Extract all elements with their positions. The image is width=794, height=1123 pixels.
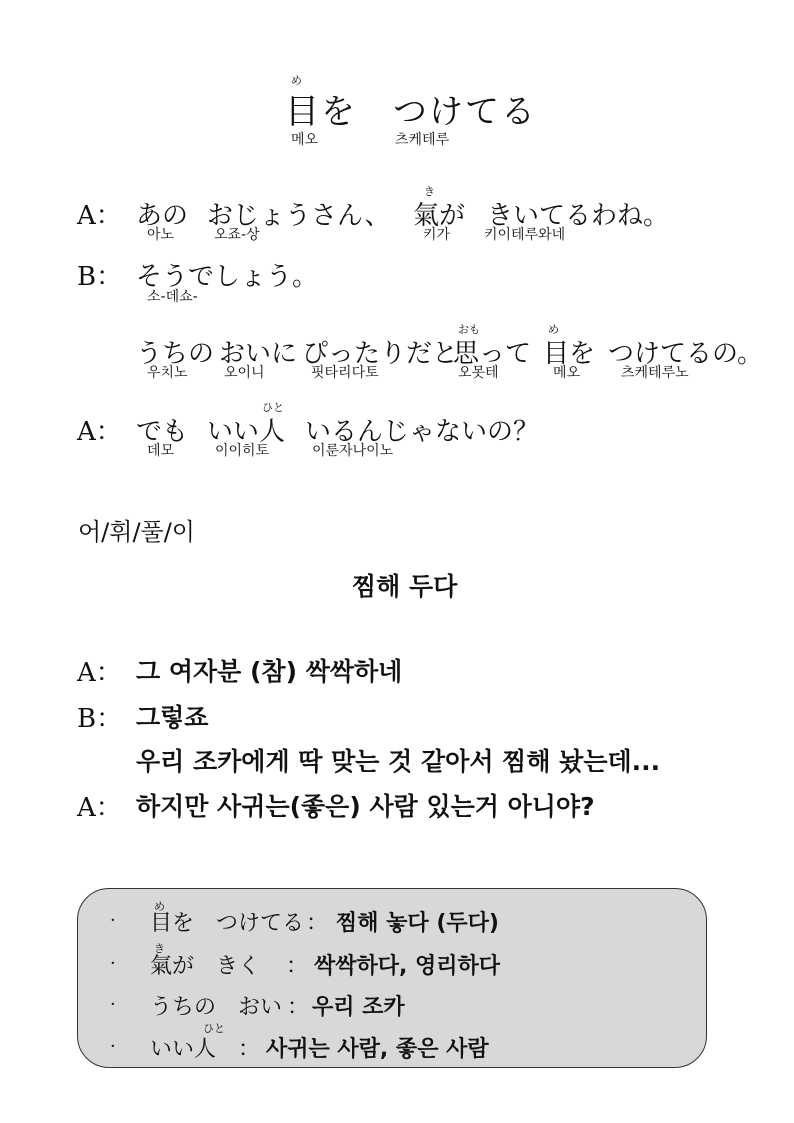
- jp-segment: 思って: [453, 339, 532, 369]
- jp-segment: おいに: [219, 339, 298, 369]
- reading: 아노: [147, 227, 175, 243]
- furigana: き: [424, 185, 435, 198]
- glossary-meaning: 사귀는 사람, 좋은 사람: [266, 1037, 489, 1062]
- vocab-header: 어/휘/풀/이: [78, 518, 195, 546]
- reading: 오못테: [458, 365, 499, 381]
- reading: 데모: [147, 443, 175, 459]
- reading: 츠케테루노: [621, 365, 689, 381]
- reading: 오이니: [224, 365, 265, 381]
- translation-title: 찜해 두다: [352, 572, 458, 601]
- glossary-term: 目を つけてる: [150, 911, 305, 936]
- reading: 오죠-상: [214, 227, 260, 243]
- furigana: ひと: [203, 1022, 225, 1035]
- translation-line: 우리 조카에게 딱 맞는 것 같아서 찜해 놨는데...: [136, 747, 661, 776]
- translation-line: 그렇죠: [136, 703, 209, 732]
- speaker-label: A：: [77, 658, 122, 688]
- glossary-term: いい人: [150, 1037, 217, 1062]
- jp-segment: そうでしょう。: [136, 262, 319, 292]
- furigana: め: [548, 323, 559, 336]
- reading: 핏타리다토: [311, 365, 379, 381]
- speaker-label: A：: [77, 793, 122, 823]
- glossary-separator: ：: [306, 911, 329, 936]
- reading: 우치노: [147, 365, 188, 381]
- jp-segment: 氣が: [413, 201, 466, 231]
- reading: 소-데쇼-: [147, 289, 198, 305]
- glossary-meaning: 우리 조카: [312, 995, 405, 1020]
- furigana: め: [154, 900, 165, 913]
- title-furigana: め: [291, 74, 302, 87]
- speaker-label: A：: [77, 201, 122, 231]
- speaker-label: B：: [77, 704, 123, 734]
- furigana: ひと: [262, 401, 284, 414]
- bullet: ·: [110, 910, 116, 931]
- title-reading-2: 츠케테루: [395, 132, 450, 148]
- glossary-term: うちの おい: [150, 995, 283, 1020]
- jp-segment: おじょうさん、: [207, 201, 391, 231]
- reading: 키가: [423, 227, 451, 243]
- jp-segment: うちの: [136, 339, 215, 369]
- translation-line: 그 여자분 (참) 싹싹하네: [136, 657, 403, 686]
- reading: 메오: [553, 365, 581, 381]
- reading: 이이히토: [215, 443, 270, 459]
- glossary-term: 氣が きく: [150, 954, 261, 979]
- page-title: 目を つけてる: [285, 92, 537, 132]
- speaker-label: B：: [77, 262, 123, 292]
- glossary-separator: ：: [238, 1037, 261, 1062]
- jp-segment: あの: [136, 201, 189, 231]
- glossary-meaning: 싹싹하다, 영리하다: [314, 954, 501, 979]
- speaker-label: A：: [77, 417, 122, 447]
- translation-line: 하지만 사귀는(좋은) 사람 있는거 아니야?: [136, 792, 595, 821]
- glossary-separator: ：: [287, 995, 310, 1020]
- reading: 이룬자나이노: [312, 443, 394, 459]
- glossary-separator: ：: [286, 954, 309, 979]
- bullet: ·: [110, 1036, 116, 1057]
- bullet: ·: [110, 953, 116, 974]
- furigana: おも: [458, 323, 480, 336]
- reading: 키이테루와네: [484, 227, 566, 243]
- jp-segment: つけてるの。: [608, 339, 763, 369]
- title-reading-1: 메오: [291, 132, 319, 148]
- glossary-meaning: 찜해 놓다 (두다): [336, 911, 499, 936]
- jp-segment: いい人: [207, 417, 286, 447]
- jp-segment: きいてるわね。: [487, 201, 670, 231]
- furigana: き: [154, 942, 165, 955]
- bullet: ·: [110, 994, 116, 1015]
- jp-segment: 目を: [543, 339, 596, 369]
- jp-segment: でも: [136, 417, 189, 447]
- jp-segment: いるんじゃないの？: [305, 417, 540, 447]
- jp-segment: ぴったりだと: [302, 339, 459, 369]
